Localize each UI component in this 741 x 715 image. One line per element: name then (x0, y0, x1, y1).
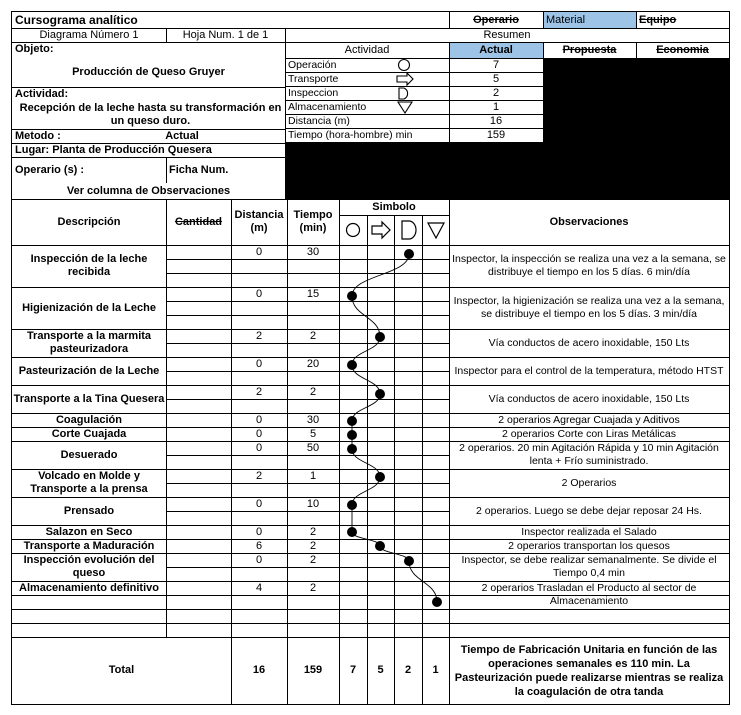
row-3-obs: Vía conductos de acero inoxidable, 150 Lts (488, 336, 690, 349)
row-3-dist: 2 (255, 329, 263, 342)
summary-value-inspeccion: 2 (492, 86, 500, 99)
row-6-desc: Coagulación (55, 413, 122, 426)
summary-economia-header: Economia (656, 43, 709, 56)
tab-material[interactable]: Material (543, 12, 636, 28)
summary-label-transporte: Transporte (288, 72, 339, 85)
row-13-dist: 0 (255, 553, 263, 566)
header-cantidad: Cantidad (174, 215, 223, 228)
row-2-time: 15 (306, 287, 320, 300)
header-descripcion: Descripción (57, 215, 121, 228)
row-5-obs: Vía conductos de acero inoxidable, 150 Lts (488, 392, 690, 405)
row-8-time: 50 (306, 441, 320, 454)
row-5-dist: 2 (255, 385, 263, 398)
row-10-time: 10 (306, 497, 320, 510)
objeto-label: Objeto: (15, 43, 54, 55)
row-9-time: 1 (309, 469, 317, 482)
row-14-obs: 2 operarios Trasladan el Producto al sector de Almacenamiento (481, 582, 697, 607)
row-8-obs: 2 operarios. 20 min Agitación Rápida y 10 min Agitación lenta + Frío suministrado. (459, 442, 719, 467)
summary-actual-header: Actual (449, 42, 543, 58)
summary-label-distancia: Distancia (m) (288, 114, 350, 127)
row-2-obs: Inspector, la higienización se realiza una vez a la semana, se distribuye el tiempo en los 5 días. 3 min/día (453, 295, 725, 320)
row-11-dist: 0 (255, 525, 263, 538)
flow-step-dot-3 (375, 332, 385, 342)
row-7-obs: 2 operarios Corte con Liras Metálicas (502, 427, 676, 440)
row-9-dist: 2 (255, 469, 263, 482)
row-1-obs: Inspector, la inspección se realiza una vez a la semana, se distribuye el tiempo en los 5 días. 6 min/día (452, 253, 726, 278)
row-8-desc: Desuerado (60, 448, 118, 461)
total-note: Tiempo de Fabricación Unitaria en función de las operaciones semanales es 110 min. La Pasteurización puede realizarse mientras se realiza la coagulación de otra tanda (454, 643, 724, 698)
row-3-time: 2 (309, 329, 317, 342)
flow-step-dot-1 (404, 249, 414, 259)
row-12-dist: 6 (255, 539, 263, 552)
objeto-value: Producción de Queso Gruyer (72, 65, 225, 78)
row-12-obs: 2 operarios transportan los quesos (508, 539, 670, 552)
flow-step-dot-12 (375, 541, 385, 551)
row-4-time: 20 (306, 357, 320, 370)
flow-step-dot-13 (404, 556, 414, 566)
flow-step-dot-6 (347, 416, 357, 426)
total-inspecciones: 2 (404, 664, 412, 676)
row-11-time: 2 (309, 525, 317, 538)
row-7-dist: 0 (255, 427, 263, 440)
row-1-desc: Inspección de la leche recibida (30, 253, 148, 278)
row-4-obs: Inspector para el control de la temperatura, método HTST (454, 364, 724, 377)
summary-value-tiempo: 159 (486, 128, 506, 141)
row-12-time: 2 (309, 539, 317, 552)
row-5-desc: Transporte a la Tina Quesera (13, 392, 165, 405)
header-observaciones: Observaciones (549, 215, 629, 228)
header-distancia: Distancia (m) (234, 209, 284, 234)
row-1-dist: 0 (255, 245, 263, 258)
row-14-time: 2 (309, 581, 317, 594)
row-6-dist: 0 (255, 413, 263, 426)
resumen-header: Resumen (483, 28, 531, 41)
flow-step-dot-11 (347, 527, 357, 537)
row-13-desc: Inspección evolución del queso (23, 554, 155, 579)
actividad-label: Actividad: (15, 87, 69, 100)
summary-label-tiempo: Tiempo (hora-hombre) min (288, 128, 413, 141)
summary-value-distancia: 16 (489, 114, 503, 127)
actividad-value: Recepción de la leche hasta su transformación en un queso duro. (19, 101, 282, 127)
row-14-dist: 4 (255, 581, 263, 594)
flow-step-dot-8 (347, 444, 357, 454)
row-4-dist: 0 (255, 357, 263, 370)
tab-equipo[interactable]: Equipo (639, 13, 677, 26)
summary-actividad-header: Actividad (344, 43, 390, 56)
header-simbolo: Simbolo (372, 200, 416, 213)
operarios-label: Operario (s) : (15, 163, 85, 176)
ver-observaciones: Ver columna de Observaciones (66, 184, 231, 197)
row-5-time: 2 (309, 385, 317, 398)
total-operaciones: 7 (349, 664, 357, 676)
total-transportes: 5 (377, 664, 384, 676)
lugar-label: Lugar: Planta de Producción Quesera (15, 143, 212, 156)
summary-value-transporte: 5 (492, 72, 500, 85)
flow-path (352, 254, 437, 602)
row-14-desc: Almacenamiento definitivo (19, 581, 159, 594)
row-10-obs: 2 operarios. Luego se debe dejar reposar 24 Hs. (476, 504, 702, 517)
total-almacenamientos: 1 (432, 664, 439, 676)
row-9-obs: 2 Operarios (561, 476, 617, 489)
row-13-obs: Inspector, se debe realizar semanalmente. Se divide el Tiempo 0,4 min (461, 554, 717, 579)
flow-step-dot-5 (375, 389, 385, 399)
summary-propuesta-header: Propuesta (562, 43, 617, 56)
summary-value-almacenamiento: 1 (492, 100, 500, 113)
row-4-desc: Pasteurización de la Leche (18, 364, 160, 377)
flow-step-dot-4 (347, 360, 357, 370)
ficha-label: Ficha Num. (169, 163, 229, 176)
summary-label-operacion: Operación (288, 58, 337, 71)
sheet-number: Hoja Num. 1 de 1 (182, 28, 269, 41)
row-6-obs: 2 operarios Agregar Cuajada y Aditivos (498, 413, 680, 426)
summary-value-operacion: 7 (492, 58, 500, 71)
row-11-obs: Inspector realizada el Salado (521, 525, 657, 538)
row-10-dist: 0 (255, 497, 263, 510)
total-distancia: 16 (252, 664, 266, 676)
row-8-dist: 0 (255, 441, 263, 454)
total-tiempo: 159 (303, 664, 323, 676)
flow-step-dot-14 (432, 597, 442, 607)
summary-label-almacenamiento: Almacenamiento (288, 100, 367, 113)
flow-step-dot-7 (347, 430, 357, 440)
row-2-dist: 0 (255, 287, 263, 300)
metodo-label: Metodo : (15, 129, 61, 142)
row-13-time: 2 (309, 553, 317, 566)
row-11-desc: Salazon en Seco (45, 525, 133, 538)
total-label: Total (108, 664, 135, 676)
sheet-title: Cursograma analítico (15, 12, 138, 27)
flow-step-dot-10 (347, 500, 357, 510)
row-6-time: 30 (306, 413, 320, 426)
row-12-desc: Transporte a Maduración (23, 539, 155, 552)
flow-step-dot-9 (375, 472, 385, 482)
tab-operario[interactable]: Operario (473, 13, 519, 26)
summary-label-inspeccion: Inspeccion (288, 86, 339, 99)
row-1-time: 30 (306, 245, 320, 258)
row-2-desc: Higienización de la Leche (22, 301, 156, 314)
row-10-desc: Prensado (63, 504, 115, 517)
diagram-number: Diagrama Número 1 (39, 28, 139, 41)
row-9-desc: Volcado en Molde y Transporte a la prensa (30, 470, 148, 495)
header-tiempo: Tiempo (min) (293, 209, 333, 234)
metodo-value: Actual (165, 129, 199, 142)
row-7-time: 5 (309, 427, 317, 440)
row-3-desc: Transporte a la marmita pasteurizadora (26, 330, 152, 355)
row-7-desc: Corte Cuajada (51, 427, 127, 440)
flow-step-dot-2 (347, 291, 357, 301)
